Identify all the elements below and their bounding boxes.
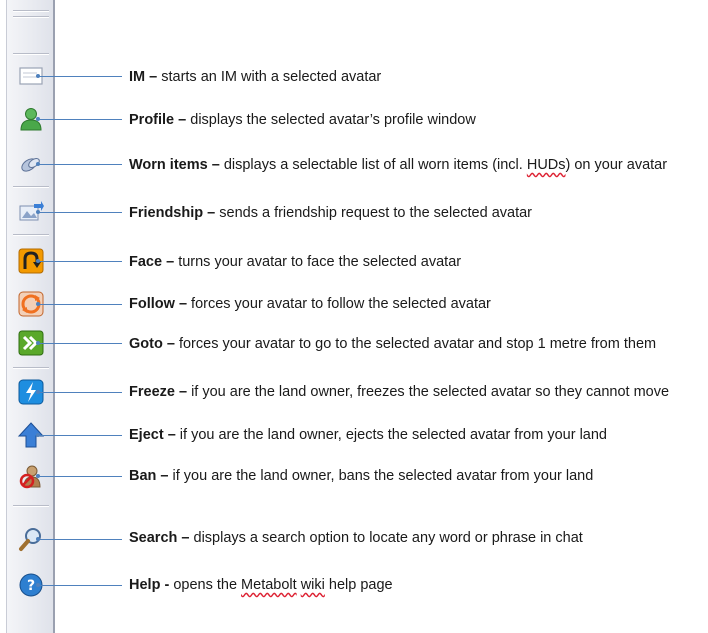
entry-dash: – [162,254,175,270]
entry-dash: – [174,296,188,312]
entry-description: forces your avatar to go to the selected avatar and stop 1 metre from them [178,336,657,352]
toolbar-separator [13,505,49,507]
leader-line [38,343,122,344]
entry-title: Profile [129,112,175,128]
description-search [129,529,583,547]
entry-description: turns your avatar to face the selected avatar [178,254,462,270]
description-im [129,68,381,86]
entry-dash: – [174,112,187,128]
entry-dash: – [145,69,158,85]
entry-description-underlined: HUDs [526,157,566,173]
description-freeze [129,383,669,401]
entry-title: Goto [129,336,163,352]
toolbar-separator [13,186,49,188]
entry-description: displays a selectable list of all worn items (incl. [223,157,527,173]
entry-description-underlined: wiki [300,577,325,593]
leader-line [38,476,122,477]
entry-description-end: ) on your avatar [565,157,668,173]
description-follow [129,295,491,313]
entry-title: Face [129,254,163,270]
leader-line [38,261,122,262]
entry-dash: – [156,468,169,484]
entry-description: opens the [173,577,242,593]
entry-dash: – [203,205,216,221]
entry-dash: – [162,336,175,352]
toolbar-separator [13,234,49,236]
description-help [129,576,393,594]
entry-title: Freeze [129,384,175,400]
entry-dash: – [174,384,188,400]
entry-dash: – [207,157,220,173]
entry-description: if you are the land owner, bans the selected avatar from your land [172,468,594,484]
svg-text:?: ? [26,578,36,594]
toolbar-separator [13,10,49,12]
description-eject [129,426,607,444]
entry-title: Search [129,530,178,546]
leader-line [38,76,122,77]
description-friendship [129,204,532,222]
toolbar-separator [13,367,49,369]
toolbar-separator [13,16,49,18]
toolbar-separator [13,53,49,55]
entry-title: Eject [129,427,164,443]
entry-description: if you are the land owner, freezes the selected avatar so they cannot move [191,384,670,400]
entry-title: Worn items [129,157,208,173]
description-ban [129,467,593,485]
entry-dash: - [160,577,170,593]
leader-line [38,435,122,436]
entry-dash: – [163,427,176,443]
leader-line [38,212,122,213]
entry-title: IM [129,69,146,85]
leader-line [38,585,122,586]
leader-line [38,164,122,165]
leader-line [38,119,122,120]
entry-description: sends a friendship request to the selected avatar [219,205,532,221]
entry-description: displays the selected avatar’s profile window [190,112,476,128]
entry-description: displays a search option to locate any word or phrase in chat [193,530,583,546]
entry-title: Follow [129,296,175,312]
description-face [129,253,461,271]
description-goto [129,335,656,353]
entry-title: Help [129,577,161,593]
leader-line [38,392,122,393]
description-worn-items [129,156,667,174]
entry-description: if you are the land owner, ejects the selected avatar from your land [179,427,607,443]
description-profile [129,111,476,129]
leader-line [38,539,122,540]
leader-line [38,304,122,305]
entry-description-underlined: Metabolt [241,577,297,593]
entry-description-end: help page [324,577,393,593]
entry-dash: – [177,530,190,546]
entry-title: Ban [129,468,157,484]
entry-description: starts an IM with a selected avatar [161,69,382,85]
entry-title: Friendship [129,205,204,221]
entry-description: forces your avatar to follow the selected avatar [191,296,491,312]
